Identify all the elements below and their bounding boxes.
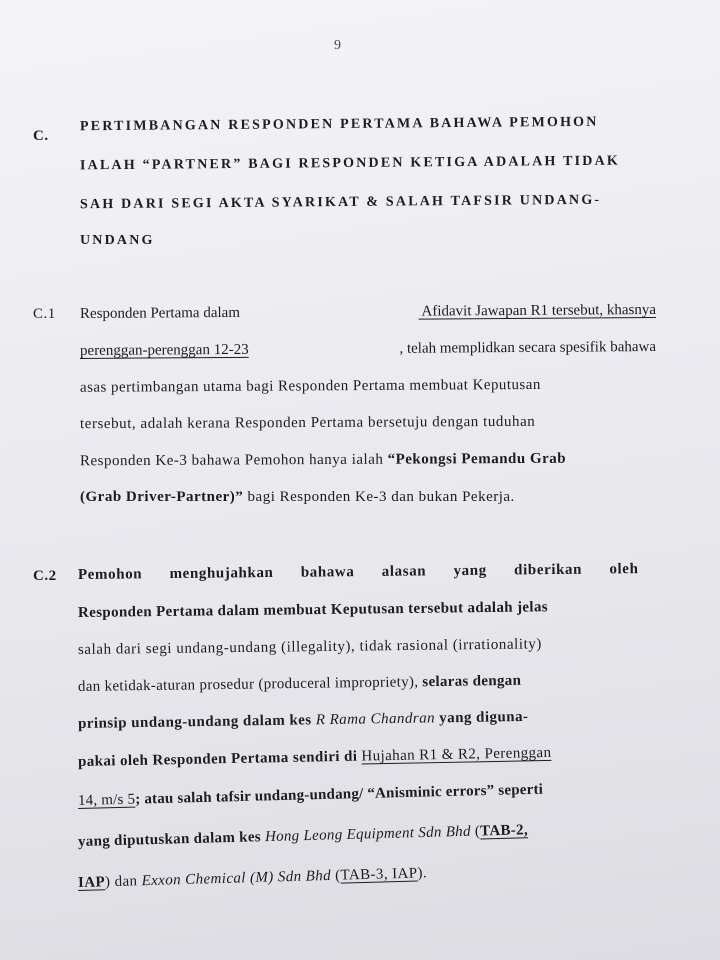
text-span: asas pertimbangan utama bagi Responden Pertama membuat Keputusan: [79, 376, 541, 396]
reference-afidavit: Afidavit Jawapan R1 tersebut, khasnya: [418, 301, 657, 320]
case-name: Hong Leong Equipment Sdn Bhd: [264, 823, 472, 846]
para-line: salah dari segi undang-undang (illegality), tidak rasional (irrationality): [77, 636, 542, 658]
text-span: ).: [417, 865, 428, 882]
heading-line: PERTIMBANGAN RESPONDEN PERTAMA BAHAWA PEMOHON: [79, 114, 599, 135]
reference-page: 14, m/s 5: [77, 791, 136, 809]
quoted-term: “Pekongsi Pemandu Grab: [387, 450, 567, 468]
para-c2-label: C.2: [33, 568, 57, 584]
quoted-term: (Grab Driver-Partner)”: [80, 489, 244, 505]
reference-tab: TAB-3, IAP: [340, 865, 418, 884]
para-line: [80, 300, 656, 324]
case-name: R Rama Chandran: [315, 710, 436, 729]
para-c1-label: C.1: [33, 306, 56, 322]
text-span: dan ketidak-aturan prosedur (produceral impropriety),: [77, 674, 423, 695]
page-number: 9: [334, 38, 341, 53]
text-span: Responden Ke-3 bahawa Pemohon hanya ialah: [79, 451, 388, 470]
heading-line: IALAH “PARTNER” BAGI RESPONDEN KETIGA ADALAH TIDAK: [79, 153, 621, 174]
para-line: [78, 707, 529, 734]
reference-hujahan: Hujahan R1 & R2, Perenggan: [361, 744, 552, 765]
text-span: ; atau salah tafsir undang-undang/ “Anisminic errors” seperti: [135, 781, 544, 808]
para-line: [78, 863, 428, 893]
text-span: selaras dengan: [422, 672, 522, 691]
text-span: yang diguna-: [434, 708, 529, 727]
para-line: [78, 780, 544, 811]
para-line: [80, 487, 515, 507]
heading-line: SAH DARI SEGI AKTA SYARIKAT & SALAH TAFSIR UNDANG-: [79, 192, 602, 213]
para-line: [80, 449, 566, 472]
para-line: tersebut, adalah kerana Responden Pertama bersetuju dengan tuduhan: [79, 413, 536, 433]
text-span: Responden Pertama dalam: [79, 304, 241, 323]
text-span: prinsip undang-undang dalam kes: [77, 712, 316, 732]
text-span: pakai oleh Responden Pertama sendiri di: [77, 748, 362, 770]
section-c-label: C.: [33, 128, 49, 144]
text-span: ) dan: [104, 873, 142, 891]
text-span: , telah memplidkan secara spesifik bahawa: [399, 338, 657, 357]
para-line: [78, 743, 552, 772]
reference-tab: TAB-2,: [479, 822, 529, 840]
text-span: bagi Responden Ke-3 dan bukan Pekerja.: [243, 489, 515, 505]
para-line: [78, 671, 521, 697]
para-line: [80, 374, 656, 398]
reference-perenggan: perenggan-perenggan 12-23: [79, 341, 249, 360]
para-line: Pemohon menghujahkan bahawa alasan yang diberikan oleh: [77, 561, 639, 583]
text-span: yang diputuskan dalam kes: [77, 829, 266, 850]
case-name: Exxon Chemical (M) Sdn Bhd: [141, 867, 332, 890]
heading-line: UNDANG: [80, 233, 155, 248]
reference-tab: IAP: [77, 874, 106, 891]
para-line: [80, 337, 656, 361]
text-span: (: [330, 867, 341, 884]
para-line: [78, 820, 528, 852]
text-span: (: [470, 823, 481, 840]
para-line: Responden Pertama dalam membuat Keputusan tersebut adalah jelas: [77, 599, 549, 621]
